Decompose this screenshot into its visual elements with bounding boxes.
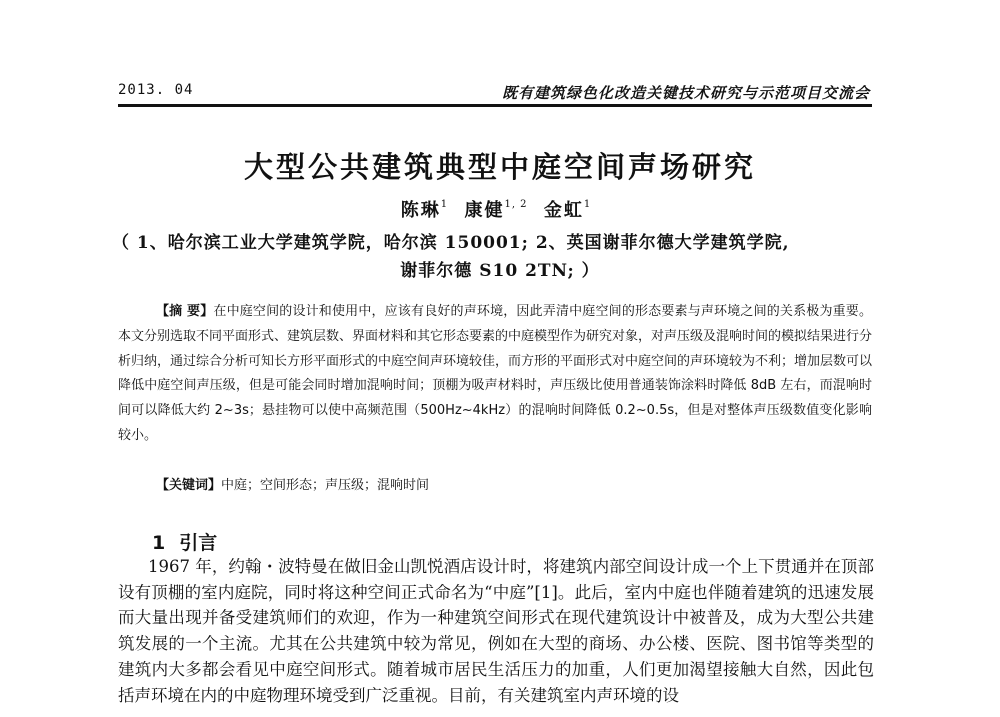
paper-title: 大型公共建筑典型中庭空间声场研究 <box>243 150 756 184</box>
affiliation-line-2: 谢菲尔德 S10 2TN; ） <box>400 261 600 281</box>
abstract-label: 【摘 要】 <box>156 304 214 319</box>
affiliation-line-1: （ 1、哈尔滨工业大学建筑学院，哈尔滨 150001; 2、英国谢菲尔德大学建筑学院, <box>112 233 790 253</box>
keywords-text: 中庭；空间形态；声压级；混响时间 <box>221 478 430 493</box>
issue-number: 2013. 04 <box>118 82 194 98</box>
author-affiliation-mark: 1 <box>583 199 592 210</box>
author-name: 陈琳 <box>400 200 441 221</box>
section-number: 1 <box>152 532 166 554</box>
section-heading <box>152 528 217 555</box>
author-list <box>0 196 1000 222</box>
keywords-label: 【关键词】 <box>156 478 222 493</box>
abstract-text: 在中庭空间的设计和使用中，应该有良好的声环境，因此弄清中庭空间的形态要素与声环境之间的关系极为重要。本文分别选取不同平面形式、建筑层数、界面材料和其它形态要素的中庭模型作为研究对象，对声压级及混响时间的模拟结果进行分析归纳，通过综合分析可知长方形平面形式的中庭空间声环境较佳，而方形的平面形式对中庭空间的声环境较为不利；增加层数可以降低中庭空间声压级，但是可能会同时增加混响时间；顶棚为吸声材料时，声压级比使用普通装饰涂料时降低 8dB 左右，而混响时间可以降低大约 2~3s；悬挂物可以使中高频范围（500Hz~4kHz）的混响时间降低 0.2~0.5s，但是对整体声压级数值变化影响较小。 <box>118 304 873 443</box>
section-title: 引言 <box>179 532 218 554</box>
author-affiliation-mark: 1, 2 <box>504 199 528 210</box>
author-name: 康健 <box>464 200 505 221</box>
abstract <box>118 300 872 449</box>
author-name: 金虹 <box>543 200 584 221</box>
keywords <box>156 474 429 493</box>
body-paragraph: 1967 年，约翰・波特曼在做旧金山凯悦酒店设计时，将建筑内部空间设计成一个上下贯通并在顶部设有顶棚的室内庭院，同时将这种空间正式命名为“中庭”[1]。此后，室内中庭也伴随着建筑的迅速发展而大量出现并备受建筑师们的欢迎，作为一种建筑空间形式在现代建筑设计中被普及，成为大型公共建筑发展的一个主流。尤其在公共建筑中较为常见，例如在大型的商场、办公楼、医院、图书馆等类型的建筑内大多都会看见中庭空间形式。随着城市居民生活压力的加重，人们更加渴望接触大自然，因此包括声环境在内的中庭物理环境受到广泛重视。目前，有关建筑室内声环境的设 <box>118 557 874 705</box>
author-affiliation-mark: 1 <box>440 199 449 210</box>
header-rule <box>118 104 872 107</box>
conference-name: 既有建筑绿色化改造关键技术研究与示范项目交流会 <box>501 84 870 102</box>
